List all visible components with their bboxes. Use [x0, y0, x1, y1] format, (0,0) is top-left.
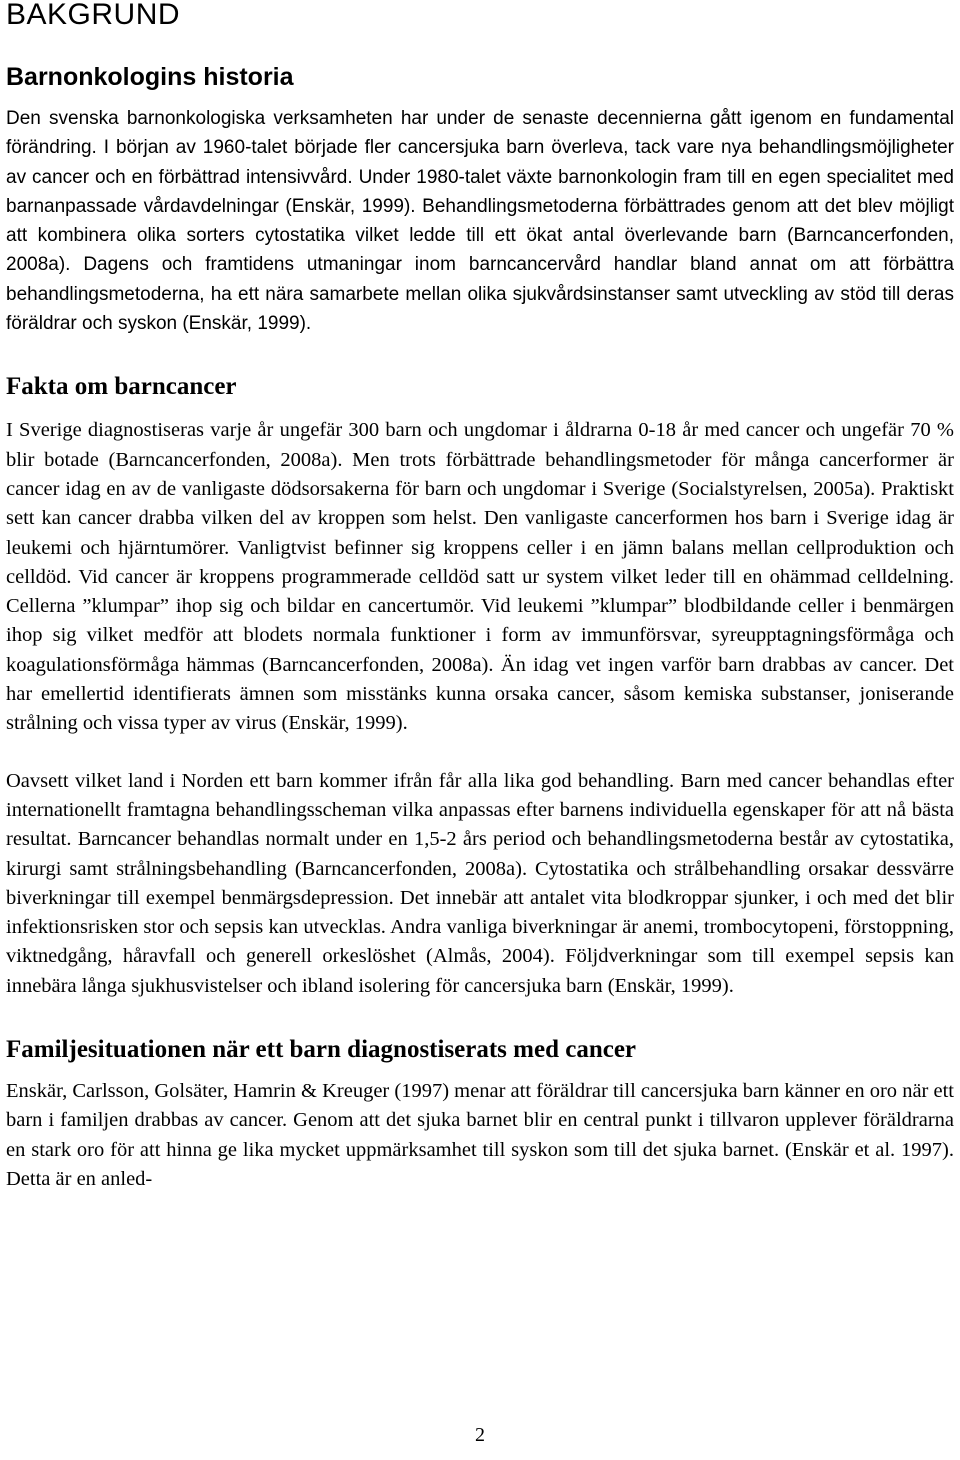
body-paragraph: I Sverige diagnostiseras varje år ungefär 300 barn och ungdomar i åldrarna 0-18 år med cancer och ungefär 70 % blir botade (Barncancerfonden, 2008a). Men trots förbättrade behandlingsmetoder för många cancerformer är cancer idag en av de vanligaste dödsorsakerna för barn och ungdomar i Sverige (Socialstyrelsen, 2005a). Praktiskt sett kan cancer drabba vilken del av kroppen som helst. Den vanligaste cancerformen hos barn i Sverige idag är leukemi och hjärntumörer. Vanligtvist befinner sig kroppens celler i en jämn balans mellan cellproduktion och celldöd. Vid cancer är kroppens programmerade celldöd satt ur system vilket leder till en ohämmad celldelning. Cellerna ”klumpar” ihop sig och bildar en cancertumör. Vid leukemi ”klumpar” blodbildande celler i benmärgen ihop sig vilket medför att blodets normala funktioner i form av immunförsvar, syreupptagningsförmåga och koagulationsförmåga hämmas (Barncancerfonden, 2008a). Än idag vet ingen varför barn drabbas av cancer. Det har emellertid identifierats ämnen som misstänks kunna orsaka cancer, såsom kemiska substanser, joniserande strålning och vissa typer av virus (Enskär, 1999).: [6, 419, 954, 735]
section-heading: Barnonkologins historia: [6, 63, 294, 91]
page-number: 2: [475, 1424, 485, 1446]
section-barnonkologins-historia: [6, 62, 954, 338]
document-page: [6, 0, 954, 1194]
chapter-title: BAKGRUND: [6, 0, 181, 31]
body-paragraph: Den svenska barnonkologiska verksamheten har under de senaste decennierna gått igenom en fundamental förändring. I början av 1960-talet började fler cancersjuka barn överleva, tack vare nya behandlingsmöjligheter av cancer och en förbättrad intensivvård. Under 1980-talet växte barnonkologin fram till en egen specialitet med barnanpassade vårdavdelningar (Enskär, 1999). Behandlingsmetoderna förbättrades genom att det blev möjligt att kombinera olika sorters cytostatika vilket ledde till ett ökat antal överlevande barn (Barncancerfonden, 2008a). Dagens och framtidens utmaningar inom barncancervård handlar bland annat om att förbättra behandlingsmetoderna, ha ett nära samarbete mellan olika sjukvårdsinstanser samt utveckling av stöd till deras föräldrar och syskon (Enskär, 1999).: [6, 108, 954, 335]
body-paragraph: Oavsett vilket land i Norden ett barn kommer ifrån får alla lika god behandling. Barn med cancer behandlas efter internationellt framtagna behandlingsscheman vilka anpassas efter barnens individuella egenskaper för att nå bästa resultat. Barncancer behandlas normalt under en 1,5-2 års period och behandlingsmetoderna består av cytostatika, kirurgi samt strålningsbehandling (Barncancerfonden, 2008a). Cytostatika och strålbehandling orsakar dessvärre biverkningar till exempel benmärgsdepression. Det innebär att antalet vita blodkroppar sjunker, i och med det blir infektionsrisken stor och sepsis kan utvecklas. Andra vanliga biverkningar är anemi, trombocytopeni, förstoppning, viktnedgång, håravfall och generell orkeslöshet (Almås, 2004). Följdverkningar som till exempel sepsis kan innebära långa sjukhusvistelser och ibland isolering för cancersjuka barn (Enskär, 1999).: [6, 769, 954, 997]
section-heading: Fakta om barncancer: [6, 373, 237, 401]
section-heading: Familjesituationen när ett barn diagnostiserats med cancer: [6, 1036, 637, 1064]
section-familjesituationen: [6, 1035, 954, 1194]
section-fakta-om-barncancer: [6, 372, 954, 1001]
body-paragraph: Enskär, Carlsson, Golsäter, Hamrin & Kreuger (1997) menar att föräldrar till cancersjuka barn känner en oro när ett barn i familjen drabbas av cancer. Genom att det sjuka barnet blir en central punkt i tillvaron upplever föräldrarna en stark oro för att hinna ge lika mycket uppmärksamhet till syskon som till det sjuka barnet. (Enskär et al. 1997). Detta är en anled-: [6, 1080, 954, 1190]
